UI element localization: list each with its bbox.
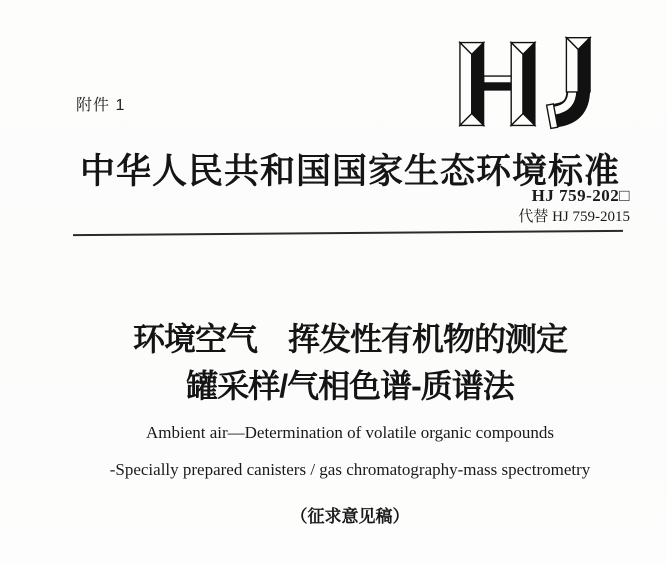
header-rule-divider xyxy=(73,230,623,236)
standard-heading: 中华人民共和国国家生态环境标准 xyxy=(79,152,620,191)
standard-number-block xyxy=(518,185,630,227)
attachment-label: 附件 1 xyxy=(76,97,126,114)
title-en-line2: -Specially prepared canisters / gas chromatography-mass spectrometry xyxy=(109,460,591,479)
hj-standard-logo-icon xyxy=(456,34,594,134)
title-cn-line1: 环境空气 挥发性有机物的测定 xyxy=(132,321,567,357)
replaces-note: 代替 HJ 759-2015 xyxy=(518,209,630,226)
title-cn-line2: 罐采样/气相色谱-质谱法 xyxy=(186,368,514,404)
standard-number: HJ 759-202□ xyxy=(531,186,630,205)
title-en-line1: Ambient air—Determination of volatile organic compounds xyxy=(145,423,555,442)
draft-status-note: （征求意见稿） xyxy=(290,507,410,526)
